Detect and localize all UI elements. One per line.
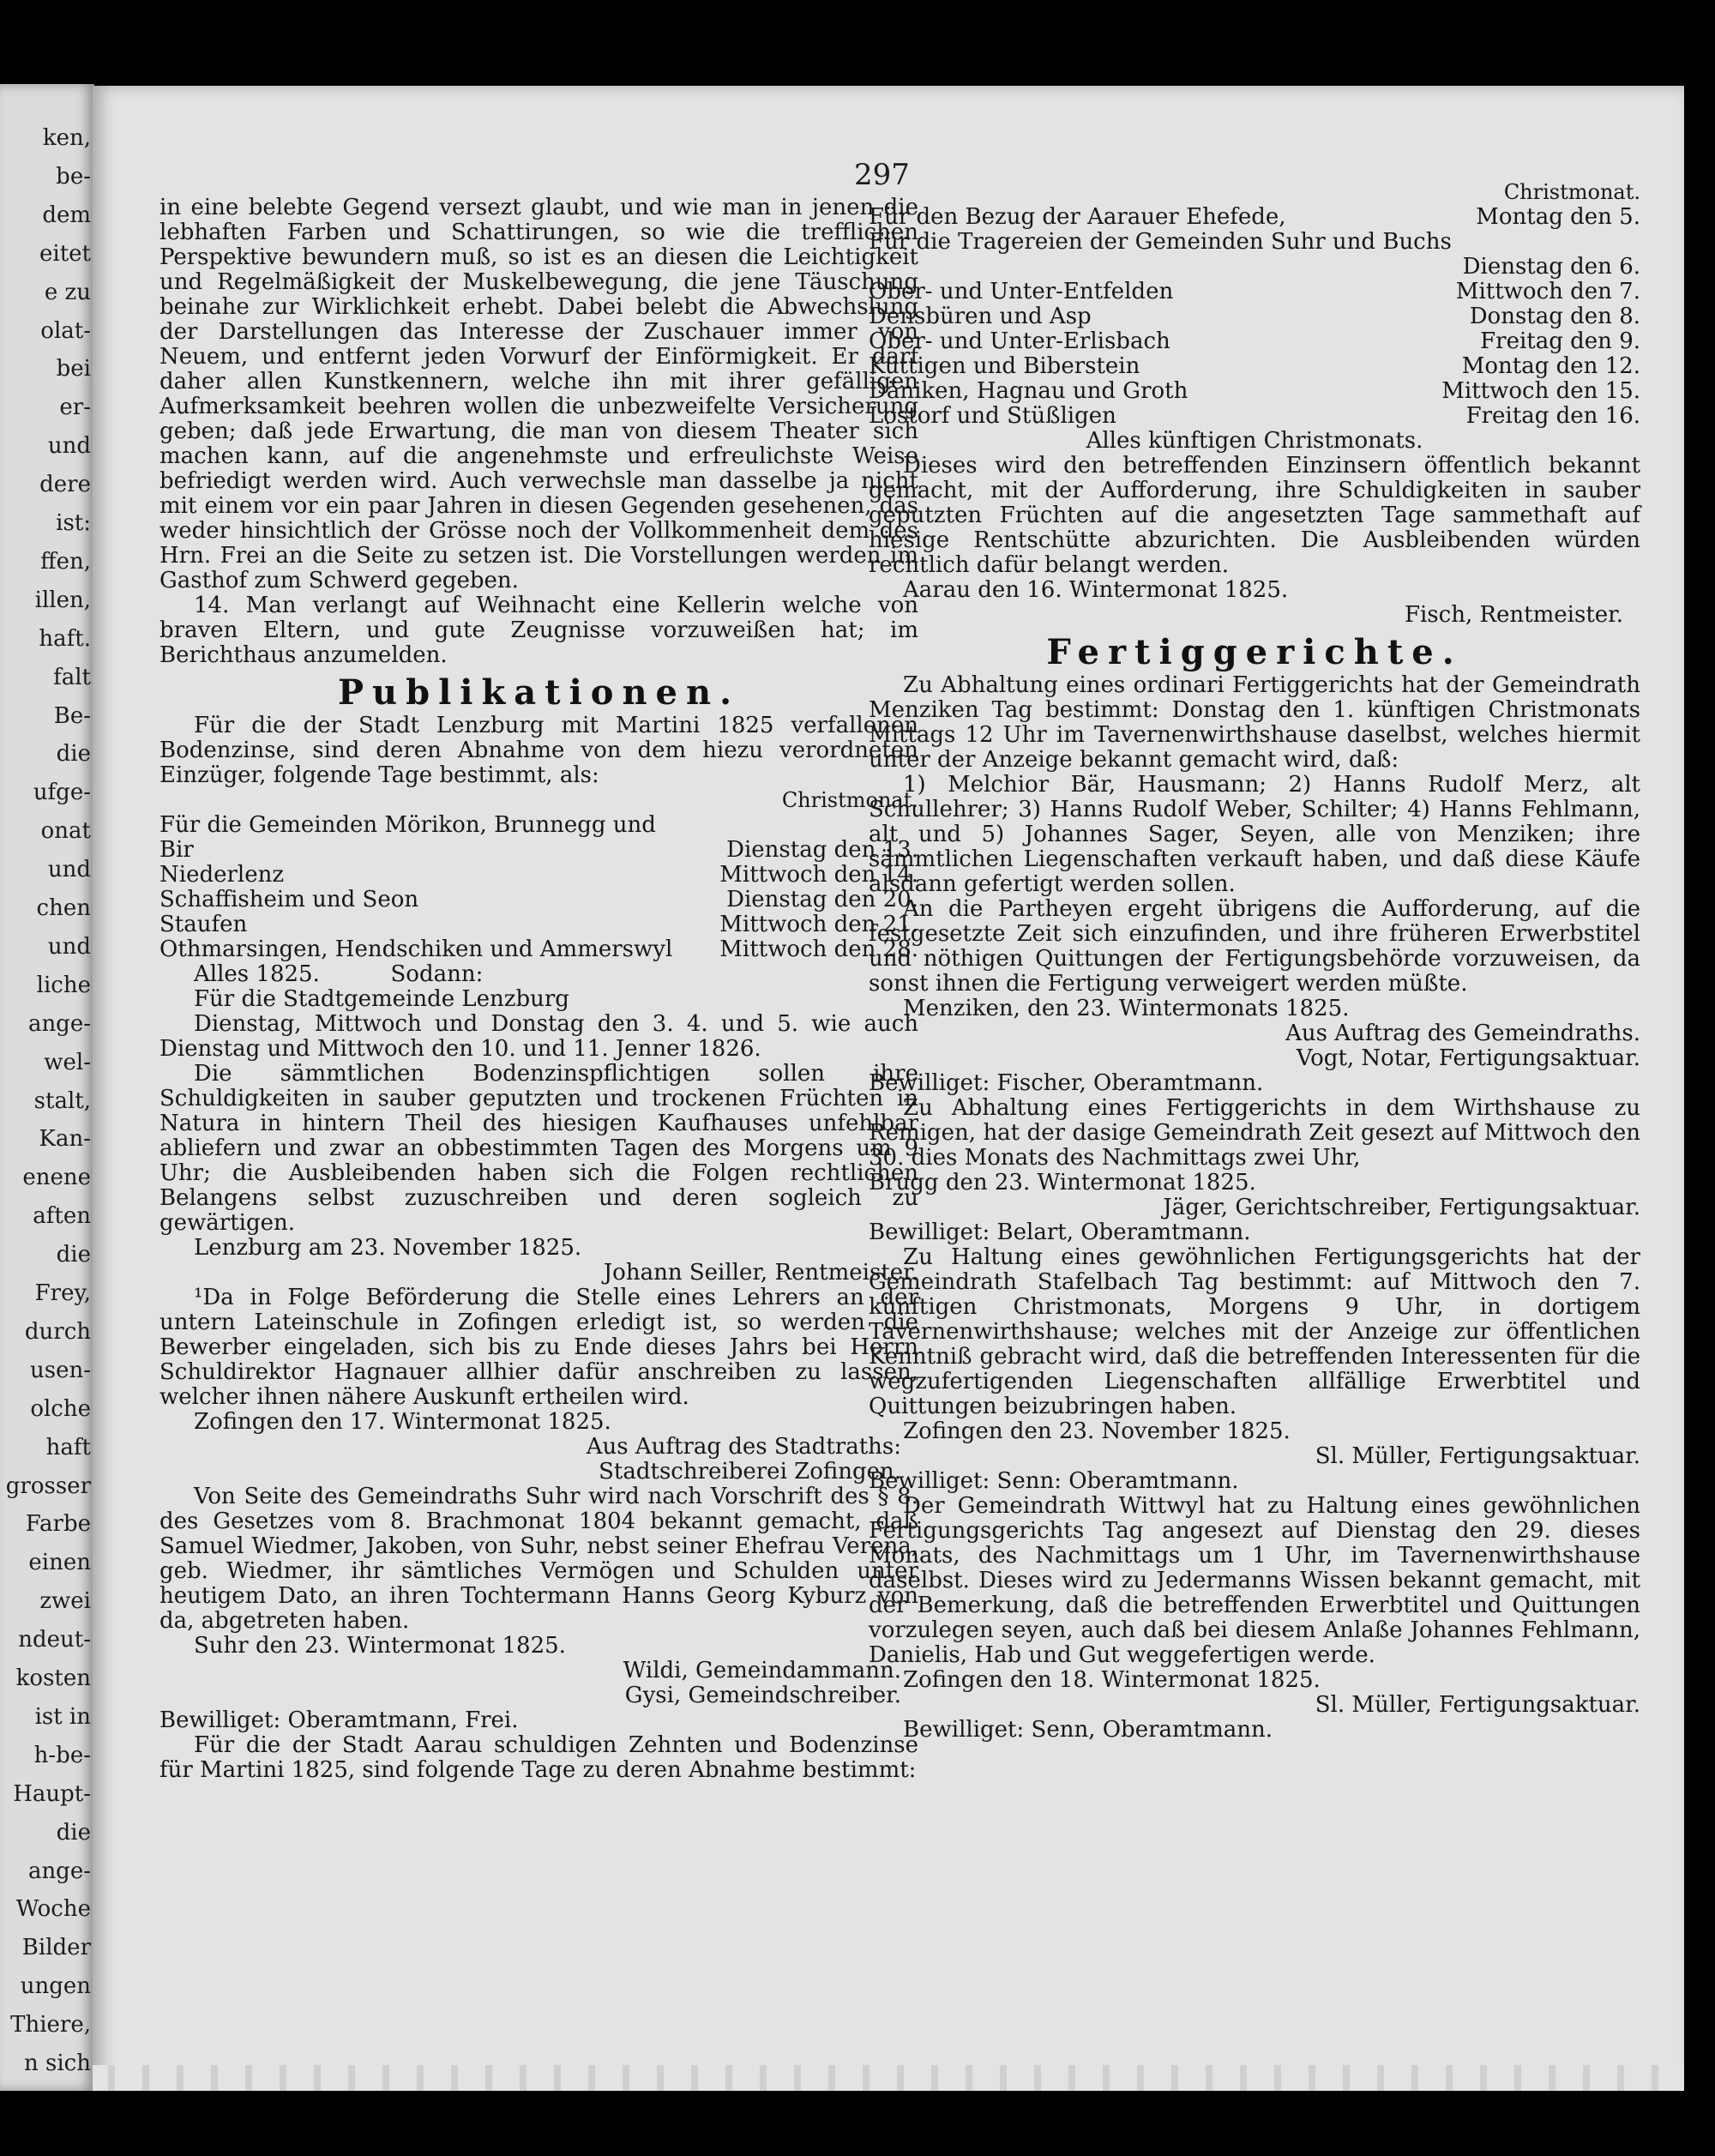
prev-page-text-fragment: falt bbox=[53, 664, 91, 690]
prev-page-text-fragment: kosten bbox=[15, 1665, 91, 1692]
prev-page-text-fragment: die bbox=[56, 1242, 91, 1268]
stafelbach-bewilliget: Bewilliget: Senn: Oberamtmann. bbox=[869, 1468, 1239, 1494]
schedule-place: Küttigen und Biberstein bbox=[869, 353, 1140, 379]
stadtgemeinde-dates: Dienstag, Mittwoch und Donstag den 3. 4. und 5. wie auch Dienstag und Mittwoch den 10. und 11. Jenner 1826. bbox=[159, 1011, 918, 1062]
schedule-place: Däniken, Hagnau und Groth bbox=[869, 378, 1188, 404]
aarau-notice-intro: Für die der Stadt Aarau schuldigen Zehnten und Bodenzinse für Martini 1825, sind folgende Tage zu deren Abnahme bestimmt: bbox=[159, 1732, 918, 1783]
schedule-row bbox=[159, 888, 918, 912]
aarau-notice: Dieses wird den betreffenden Einzinsern öffentlich bekannt gemacht, mit der Aufforderung, ihre Schuldigkeiten in sauber geputzten Früchten auf die angesetzten Tage sammethaft auf hiesige Rentschütte abzurichten. Die Ausbleibenden würden rechtlich dafür belangt werden. bbox=[869, 453, 1640, 578]
schedule-place: Staufen bbox=[159, 912, 248, 937]
prev-page-text-fragment: Haupt- bbox=[13, 1780, 91, 1807]
prev-page-text-fragment: n sich bbox=[24, 2051, 91, 2077]
prev-page-text-fragment: durch bbox=[24, 1318, 91, 1345]
prev-page-text-fragment: ungen bbox=[20, 1973, 91, 2000]
schedule-row bbox=[869, 205, 1640, 230]
prev-page-text-fragment: chen bbox=[36, 895, 91, 922]
schedule-row bbox=[869, 404, 1640, 429]
right-column bbox=[869, 180, 1640, 1743]
prev-page-text-fragment: Kan- bbox=[39, 1126, 91, 1153]
remigen-signature: Jäger, Gerichtschreiber, Fertigungsaktuar. bbox=[1163, 1195, 1640, 1220]
menziken-date: Menziken, den 23. Wintermonats 1825. bbox=[903, 996, 1350, 1021]
schedule-date: Dienstag den 13. bbox=[726, 837, 918, 863]
stafelbach-notice: Zu Haltung eines gewöhnlichen Fertigungsgerichts hat der Gemeindrath Stafelbach Tag bestimmt: auf Mittwoch den 7. künftigen Christmonats, Morgens 9 Uhr, in dortigem Tavernenwirthshause; welches mit der Anzeige zur öffentlichen Kenntniß gebracht wird, daß die betreffenden Interessenten für die wegzufertigenden Liegenschaften allfällige Erwerbtitel und Quittungen beizubringen haben. bbox=[869, 1244, 1640, 1419]
suhr-bewilliget: Bewilliget: Oberamtmann, Frei. bbox=[159, 1707, 519, 1733]
schedule-date: Dienstag den 6. bbox=[1462, 254, 1640, 280]
prev-page-text-fragment: haft. bbox=[39, 625, 91, 652]
lenzburg-signature: Johann Seiller, Rentmeister. bbox=[603, 1260, 918, 1286]
prev-page-text-fragment: die bbox=[56, 741, 91, 768]
zofingen-signature-2: Stadtschreiberei Zofingen. bbox=[599, 1459, 901, 1485]
suhr-notice: Von Seite des Gemeindraths Suhr wird nach Vorschrift des § 8. des Gesetzes vom 8. Brachmonat 1804 bekannt gemacht, daß Samuel Wiedmer, Jakoben, von Suhr, nebst seiner Ehefrau Verena, geb. Wiedmer, ihr sämtliches Vermögen und Schulden unter heutigem Dato, an ihren Tochtermann Hanns Georg Kyburz von da, abgetreten haben. bbox=[159, 1484, 918, 1634]
schedule-place: Für die Tragereien der Gemeinden Suhr und Buchs bbox=[869, 229, 1452, 255]
prev-page-text-fragment: Be- bbox=[53, 702, 91, 729]
prev-page-text-fragment: stalt, bbox=[33, 1087, 91, 1114]
stadtgemeinde-heading: Für die Stadtgemeinde Lenzburg bbox=[194, 986, 569, 1012]
prev-page-text-fragment: aften bbox=[33, 1203, 91, 1230]
ad-kellerin: 14. Man verlangt auf Weihnacht eine Kellerin welche von braven Eltern, und gute Zeugnisse vorzuweißen hat; im Berichthaus anzumelden. bbox=[159, 593, 918, 668]
prev-page-text-fragment: ange- bbox=[27, 1010, 91, 1037]
schedule-date: Mittwoch den 7. bbox=[1455, 279, 1640, 304]
schedule-date: Montag den 12. bbox=[1461, 353, 1640, 379]
prev-page-text-fragment: illen, bbox=[34, 587, 91, 613]
lenzburg-notice-intro: Für die der Stadt Lenzburg mit Martini 1825 verfallenen Bodenzinse, sind deren Abnahme von dem hiezu verordneten Einzüger, folgende Tage bestimmt, als: bbox=[159, 713, 918, 788]
prev-page-text-fragment: bei bbox=[56, 356, 91, 382]
prev-page-text-fragment: ist: bbox=[56, 510, 91, 537]
prev-page-text-fragment: und bbox=[47, 433, 91, 460]
schedule-date: Dienstag den 20. bbox=[726, 887, 918, 912]
prev-page-text-fragment: dere bbox=[39, 472, 91, 498]
schedule-row bbox=[869, 304, 1640, 329]
prev-page-text-fragment: und bbox=[47, 857, 91, 883]
prev-page-text-fragment: ufge- bbox=[33, 780, 91, 806]
prev-page-text-fragment: ist in bbox=[34, 1703, 91, 1730]
zofingen-date: Zofingen den 17. Wintermonat 1825. bbox=[194, 1409, 611, 1435]
prev-page-text-fragment: und bbox=[47, 933, 91, 960]
wittwyl-bewilliget: Bewilliget: Senn, Oberamtmann. bbox=[903, 1717, 1273, 1743]
prev-page-text-fragment: ffen, bbox=[40, 548, 91, 575]
aarau-date: Aarau den 16. Wintermonat 1825. bbox=[903, 577, 1289, 603]
zofingen-teacher-notice: ¹Da in Folge Beförderung die Stelle eines Lehrers an der untern Lateinschule in Zofingen erledigt ist, so werden die Bewerber eingeladen, sich bis zu Ende dieses Jahrs bei Herrn Schuldirektor Hagnauer allhier dafür anschreiben zu lassen, welcher ihnen nähere Auskunft ertheilen wird. bbox=[159, 1285, 918, 1410]
lenzburg-schedule bbox=[159, 813, 918, 962]
schedule-place: Densbüren und Asp bbox=[869, 304, 1092, 329]
schedule-row bbox=[869, 354, 1640, 379]
section-title-fertiggerichte: Fertiggerichte. bbox=[1046, 632, 1463, 672]
prev-page-text-fragment: enene bbox=[22, 1165, 91, 1191]
schedule-row bbox=[159, 813, 918, 838]
prev-page-text-fragment: ange- bbox=[27, 1858, 91, 1884]
menziken-signature-1: Aus Auftrag des Gemeindraths. bbox=[1285, 1021, 1640, 1046]
schedule-row bbox=[159, 912, 918, 937]
schedule-row bbox=[159, 838, 918, 863]
schedule-place: Für den Bezug der Aarauer Ehefede, bbox=[869, 204, 1286, 230]
prev-page-text-fragment: dem bbox=[42, 202, 91, 228]
schedule-place: Bir bbox=[159, 837, 194, 863]
schedule-date: Donstag den 8. bbox=[1469, 304, 1640, 329]
prev-page-text-fragment: usen- bbox=[29, 1357, 91, 1383]
schedule-row bbox=[159, 863, 918, 888]
menziken-list: 1) Melchior Bär, Hausmann; 2) Hanns Rudolf Merz, alt Schullehrer; 3) Hanns Rudolf Weber, Schilter; 4) Hanns Fehlmann, alt und 5) Johannes Sager, Seyen, alle von Menziken; ihre sämmtlichen Liegenschaften verkauft haben, und daß diese Käufe alsdann gefertigt werden sollen. bbox=[869, 772, 1640, 897]
schedule-place bbox=[869, 255, 1463, 280]
schedule-date: Mittwoch den 15. bbox=[1441, 378, 1640, 404]
menziken-bewilliget: Bewilliget: Fischer, Oberamtmann. bbox=[869, 1070, 1264, 1096]
schedule-date: Mittwoch den 14. bbox=[719, 862, 918, 888]
schedule-row bbox=[869, 329, 1640, 354]
prev-page-text-fragment: Thiere, bbox=[10, 2012, 91, 2039]
left-column bbox=[159, 196, 918, 1783]
prev-page-text-fragment: Farbe bbox=[25, 1511, 91, 1538]
schedule-date: Freitag den 16. bbox=[1465, 403, 1640, 429]
wittwyl-notice: Der Gemeindrath Wittwyl hat zu Haltung eines gewöhnlichen Fertigungsgerichts Tag angesezt auf Dienstag den 29. dieses Monats, des Nachmittags um 1 Uhr, im Tavernenwirthshause daselbst. Dieses wird zu Jedermanns Wissen bekannt gemacht, mit der Bemerkung, daß die betreffenden Erwerbtitel und Quittungen vorzulegen seyen, auch daß bei diesem Anlaße Johannes Fehlmann, Danielis, Hab und Gut weggefertigen werde. bbox=[869, 1493, 1640, 1668]
schedule-place: Ober- und Unter-Entfelden bbox=[869, 279, 1174, 304]
pflichtige-notice: Die sämmtlichen Bodenzinspflichtigen sollen ihre Schuldigkeiten in sauber geputzten und trockenen Früchten in Natura in hintern Theil des hiesigen Kaufhauses unfehlbar abliefern und zwar an obbestimmten Tagen des Morgens um 9 Uhr; die Ausbleibenden haben sich die Folgen rechtlichen Belangens selbst zuzuschreiben und deren sogleich zu gewärtigen. bbox=[159, 1061, 918, 1236]
lenzburg-date: Lenzburg am 23. November 1825. bbox=[194, 1235, 582, 1261]
schedule-row bbox=[869, 379, 1640, 404]
remigen-bewilliget: Bewilliget: Belart, Oberamtmann. bbox=[869, 1220, 1251, 1245]
suhr-signature-2: Gysi, Gemeindschreiber. bbox=[624, 1683, 901, 1708]
remigen-notice: Zu Abhaltung eines Fertiggerichts in dem Wirthshause zu Remigen, hat der dasige Gemeindrath Zeit gesezt auf Mittwoch den 30. dies Monats des Nachmittags zwei Uhr, bbox=[869, 1095, 1640, 1171]
prev-page-text-fragment: einen bbox=[28, 1550, 91, 1576]
remigen-date: Brugg den 23. Wintermonat 1825. bbox=[869, 1170, 1256, 1195]
wittwyl-date: Zofingen den 18. Wintermonat 1825. bbox=[903, 1667, 1321, 1693]
menziken-notice: Zu Abhaltung eines ordinari Fertiggerichts hat der Gemeindrath Menziken Tag bestimmt: Donstag den 1. künftigen Christmonats Mittags 12 Uhr im Tavernenwirthshause daselbst, welches hiermit unter der Anzeige bekannt gemacht wird, daß: bbox=[869, 672, 1640, 773]
schedule-date: Mittwoch den 21. bbox=[719, 912, 918, 937]
prev-page-text-fragment: olat- bbox=[40, 317, 91, 344]
zofingen-signature-1: Aus Auftrag des Stadtraths: bbox=[586, 1434, 901, 1460]
schedule-place: Für die Gemeinden Mörikon, Brunnegg und bbox=[159, 812, 656, 838]
wittwyl-signature: Sl. Müller, Fertigungsaktuar. bbox=[1315, 1692, 1640, 1718]
prev-page-text-fragment: haft bbox=[45, 1434, 91, 1460]
stafelbach-date: Zofingen den 23. November 1825. bbox=[903, 1418, 1291, 1444]
schedule-place: Ober- und Unter-Erlisbach bbox=[869, 328, 1170, 354]
schedule-row bbox=[159, 937, 918, 962]
schedule-date: Freitag den 9. bbox=[1480, 328, 1640, 354]
menziken-signature-2: Vogt, Notar, Fertigungsaktuar. bbox=[1296, 1045, 1640, 1071]
schedule-place: Othmarsingen, Hendschiken und Ammerswyl bbox=[159, 936, 673, 962]
schedule-place: Niederlenz bbox=[159, 862, 285, 888]
prev-page-text-fragment: er- bbox=[59, 394, 91, 421]
prev-page-text-fragment: e zu bbox=[44, 279, 91, 305]
prev-page-text-fragment: grosser bbox=[5, 1472, 91, 1499]
prev-page-text-fragment: ndeut- bbox=[18, 1627, 91, 1653]
prev-page-text-fragment: liche bbox=[36, 972, 91, 998]
section-title-publikationen: Publikationen. bbox=[337, 672, 741, 713]
schedule-row bbox=[869, 230, 1640, 255]
previous-page-edge bbox=[0, 84, 94, 2091]
schedule-date: Montag den 5. bbox=[1476, 204, 1640, 230]
aarau-schedule bbox=[869, 205, 1640, 429]
aarau-signature: Fisch, Rentmeister. bbox=[1404, 602, 1623, 628]
month-label: Christmonat. bbox=[1503, 180, 1640, 204]
schedule-row bbox=[869, 280, 1640, 304]
prev-page-text-fragment: wel- bbox=[44, 1049, 91, 1075]
alles-line: Alles 1825. Sodann: bbox=[194, 961, 484, 987]
theater-article-continuation: in eine belebte Gegend versezt glaubt, und wie man in jenen die lebhaften Farben und Schattirungen, so wie die trefflichen Perspektive bewundern muß, so ist es an diesen die Leichtigkeit und Regelmäßigkeit der Muskelbewegung, die jene Täuschung beinahe zur Wirklichkeit erhebt. Dabei belebt die Abwechslung der Darstellungen das Interesse der Zuschauer immer von Neuem, und entfernt jeden Vorwurf der Einförmigkeit. Er darf daher allen Kunstkennern, welche ihn mit ihrer gefälligen Aufmerksamkeit beehren wollen die unbezweifelte Versicherung geben; daß jede Erwartung, die man von diesem Theater sich machen kann, auf die angenehmste und erfreulichste Weise befriedigt werden wird. Auch verwechsle man dasselbe ja nicht mit einem vor ein paar Jahren in diesen Gegenden gesehenen, das weder hinsichtlich der Grösse noch der Vollkommenheit dem des Hrn. Frei an die Seite zu setzen ist. Die Vorstellungen werden im Gasthof zum Schwerd gegeben. bbox=[159, 195, 918, 593]
prev-page-text-fragment: h-be- bbox=[33, 1742, 91, 1768]
prev-page-text-fragment: eitet bbox=[39, 240, 91, 267]
prev-page-text-fragment: onat bbox=[40, 818, 91, 845]
schedule-date: Mittwoch den 28. bbox=[719, 936, 918, 962]
alles-line: Alles künftigen Christmonats. bbox=[1086, 428, 1423, 454]
menziken-notice-2: An die Partheyen ergeht übrigens die Aufforderung, auf die festgesetzte Zeit sich einzufinden, und ihre früheren Erwerbstitel und nöthigen Quittungen der Fertigungsbehörde vorzuweisen, da sonst ihnen die Fertigung verweigert werden müßte. bbox=[869, 896, 1640, 997]
month-label: Christmonat. bbox=[781, 788, 918, 812]
page-number: 297 bbox=[854, 158, 910, 192]
newspaper-page bbox=[93, 86, 1684, 2091]
schedule-place: Lostorf und Stüßligen bbox=[869, 403, 1116, 429]
suhr-signature-1: Wildi, Gemeindammann. bbox=[623, 1658, 901, 1683]
prev-page-text-fragment: die bbox=[56, 1819, 91, 1846]
prev-page-text-fragment: Woche bbox=[15, 1896, 91, 1923]
torn-bottom-edge bbox=[93, 2065, 1684, 2091]
schedule-row bbox=[869, 255, 1640, 280]
stafelbach-signature: Sl. Müller, Fertigungsaktuar. bbox=[1315, 1443, 1640, 1469]
prev-page-text-fragment: Bilder bbox=[21, 1935, 91, 1961]
prev-page-text-fragment: Frey, bbox=[34, 1280, 91, 1307]
prev-page-text-fragment: be- bbox=[56, 163, 91, 190]
suhr-date: Suhr den 23. Wintermonat 1825. bbox=[194, 1633, 566, 1659]
prev-page-text-fragment: ken, bbox=[42, 125, 91, 151]
prev-page-text-fragment: zwei bbox=[39, 1588, 91, 1615]
schedule-place: Schaffisheim und Seon bbox=[159, 887, 419, 912]
prev-page-text-fragment: olche bbox=[30, 1395, 91, 1422]
